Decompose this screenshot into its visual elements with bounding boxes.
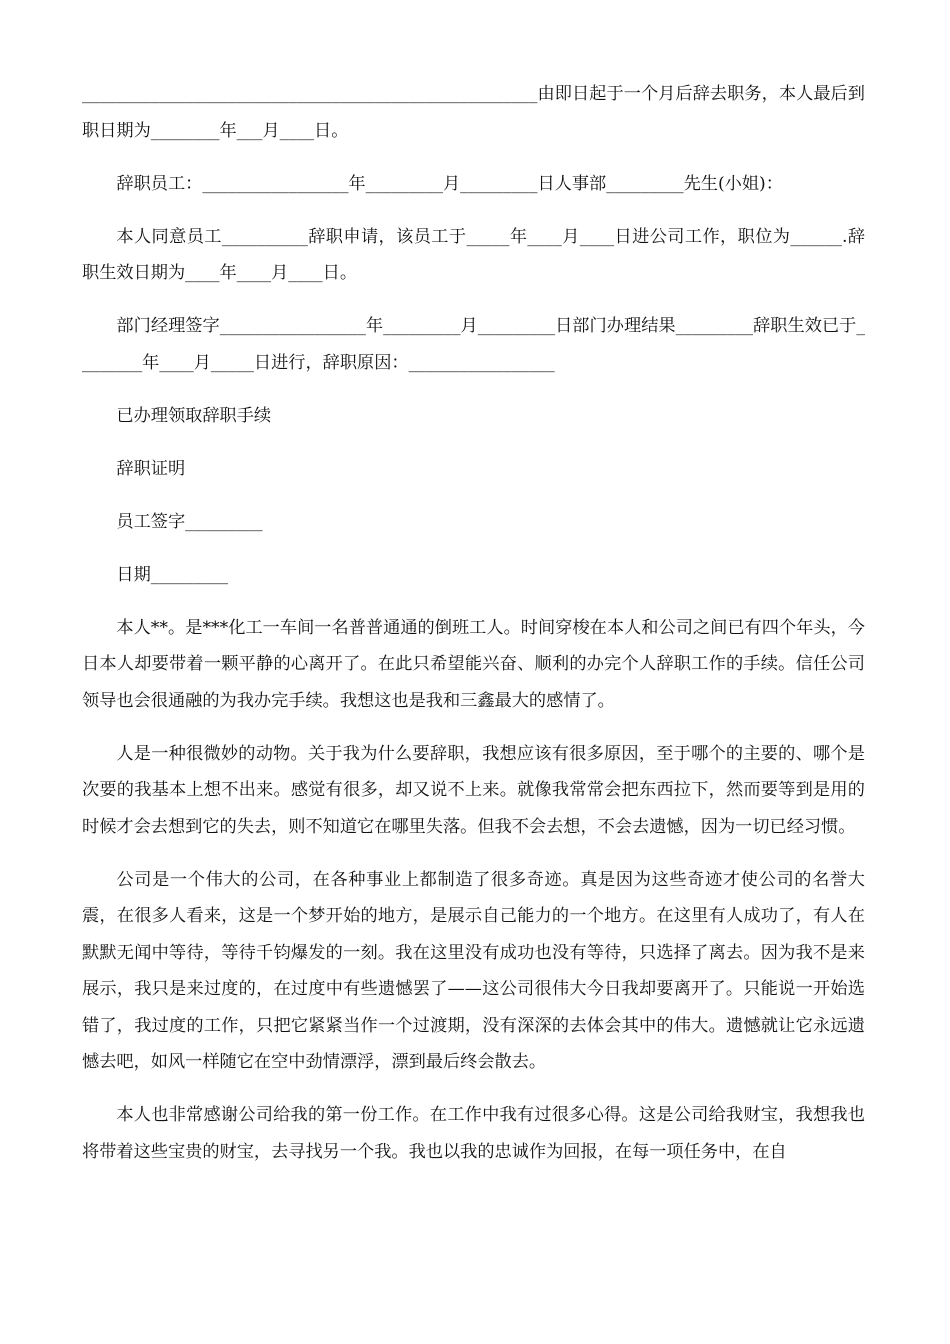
letter-paragraph-intro: 本人**。是***化工一车间一名普普通通的倒班工人。时间穿梭在本人和公司之间已有四个年头，今日本人却要带着一颗平静的心离开了。在此只希望能兴奋、顺利的办完个人辞职工作的手续。信任公司领导也会很通融的为我办完手续。我想这也是我和三鑫最大的感情了。 <box>82 617 865 711</box>
employee-signature-line: 员工签字_________ <box>116 511 263 532</box>
letter-paragraph-company: 公司是一个伟大的公司，在各种事业上都制造了很多奇迹。真是因为这些奇迹才使公司的名誉大震，在很多人看来，这是一个梦开始的地方，是展示自己能力的一个地方。在这里有人成功了，有人在默默无闻中等待，等待千钧爆发的一刻。我在这里没有成功也没有等待，只选择了离去。因为我不是来展示，我只是来过度的，在过度中有些遗憾罢了——这公司很伟大今日我却要离开了。只能说一开始选错了，我过度的工作，只把它紧紧当作一个过渡期，没有深深的去体会其中的伟大。遗憾就让它永远遗憾去吧，如风一样随它在空中劲情漂浮，漂到最后终会散去。 <box>82 869 865 1072</box>
letter-paragraph-thanks: 本人也非常感谢公司给我的第一份工作。在工作中我有过很多心得。这是公司给我财宝，我想我也将带着这些宝贵的财宝，去寻找另一个我。我也以我的忠诚作为回报，在每一项任务中，在自 <box>82 1105 865 1162</box>
date-line: 日期_________ <box>116 564 229 585</box>
procedures-completed-line: 已办理领取辞职手续 <box>116 405 272 426</box>
resigning-employee-line: 辞职员工：_________________年_________月_________日人事部_________先生(小姐)： <box>116 173 783 194</box>
manager-signature-paragraph: 部门经理签字_________________年_________月_________日部门办理结果_________辞职生效已于________年____月_____日进行，辞职原因：_________________ <box>82 316 865 373</box>
letter-paragraph-reasons: 人是一种很微妙的动物。关于我为什么要辞职，我想应该有很多原因，至于哪个的主要的、哪个是次要的我基本上想不出来。感觉有很多，却又说不上来。就像我常常会把东西拉下，然而要等到是用的时候才会去想到它的失去，则不知道它在哪里失落。但我不会去想，不会去遗憾，因为一切已经习惯。 <box>82 743 865 837</box>
approval-paragraph: 本人同意员工__________辞职申请，该员工于_____年____月____日进公司工作，职位为______.辞职生效日期为____年____月____日。 <box>82 226 865 283</box>
resignation-certificate-heading: 辞职证明 <box>116 458 186 479</box>
resignation-date-paragraph: _____________________________________________________由即日起于一个月后辞去职务，本人最后到职日期为________年___月____日。 <box>82 84 865 141</box>
document-body <box>82 76 865 1187</box>
